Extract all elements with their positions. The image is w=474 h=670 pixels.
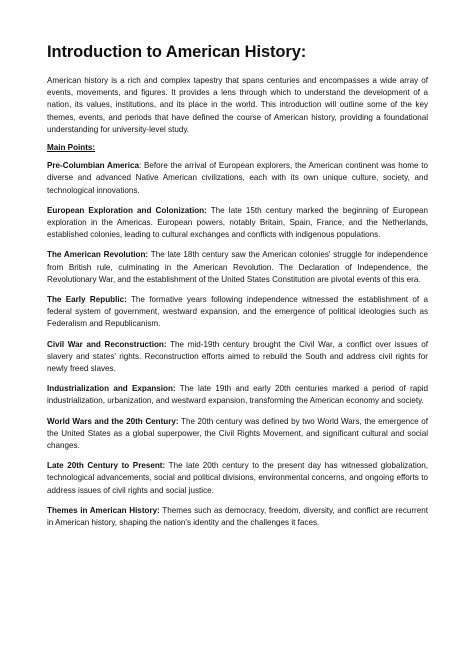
section-text: : Before the arrival of European explorers, the American continent was home to diverse and advanced Native American civilizations, each with its own unique culture, society, and technological innovations. <box>47 161 428 195</box>
section-early-republic <box>47 294 428 331</box>
section-european-exploration <box>47 205 428 242</box>
section-text: The formative years following independence witnessed the establishment of a federal system of government, westward expansion, and the emergence of political ideologies such as Federalism and Republicanism. <box>47 295 428 329</box>
section-text: The 20th century was defined by two World Wars, the emergence of the United States as a global superpower, the Civil Rights Movement, and significant cultural and social changes. <box>47 416 428 451</box>
section-world-wars <box>47 416 428 453</box>
section-term: European Exploration and Colonization: <box>47 205 207 215</box>
section-text: The late 18th century saw the American colonies' struggle for independence from British rule, culminating in the American Revolution. The Declaration of Independence, the Revolutionary War, and the establishment of the United States Constitution are pivotal events of this era. <box>47 250 428 284</box>
main-points-heading: Main Points: <box>47 143 96 153</box>
section-text: The late 19th and early 20th centuries marked a period of rapid industrialization, urbanization, and westward expansion, transforming the American economy and society. <box>47 384 428 406</box>
section-industrialization <box>47 383 428 407</box>
section-term: World Wars and the 20th Century: <box>47 416 179 426</box>
section-themes <box>47 505 428 529</box>
section-term: Themes in American History: <box>47 505 160 515</box>
section-pre-columbian-america <box>47 160 428 197</box>
section-text: The mid-19th century brought the Civil War, a conflict over issues of slavery and states' rights. Reconstruction efforts aimed to rebuild the South and address civil rights for newly freed slaves. <box>47 339 428 374</box>
section-term: The Early Republic: <box>47 295 127 305</box>
section-term: The American Revolution: <box>47 250 149 260</box>
section-text: The late 20th century to the present day has witnessed globalization, technological advancements, social and political divisions, environmental concerns, and ongoing efforts to address issues of civil rights and social justice. <box>47 461 429 495</box>
section-term: Civil War and Reconstruction: <box>47 339 167 349</box>
document-title: Introduction to American History: <box>47 43 307 61</box>
section-late-20th-century <box>47 460 428 497</box>
section-civil-war <box>47 339 428 376</box>
intro-paragraph: American history is a rich and complex tapestry that spans centuries and encompasses a wide array of events, movements, and figures. It provides a lens through which to understand the development of a nation, its values, institutions, and its place in the world. This introduction will outline some of the key themes, events, and periods that have defined the course of American history, providing a foundational understanding for university-level study. <box>47 76 428 134</box>
section-text: Themes such as democracy, freedom, diversity, and conflict are recurrent in American history, shaping the nation's identity and the challenges it faces. <box>47 505 428 528</box>
section-term: Industrialization and Expansion: <box>47 384 176 394</box>
section-term: Late 20th Century to Present: <box>47 461 166 471</box>
section-text: The late 15th century marked the beginning of European exploration in the Americas. European powers, notably Britain, Spain, France, and the Netherlands, established colonies, leading to cultural exchanges and conflicts with indigenous populations. <box>47 205 428 240</box>
section-american-revolution <box>47 249 428 286</box>
section-term: Pre-Columbian America <box>47 161 139 171</box>
